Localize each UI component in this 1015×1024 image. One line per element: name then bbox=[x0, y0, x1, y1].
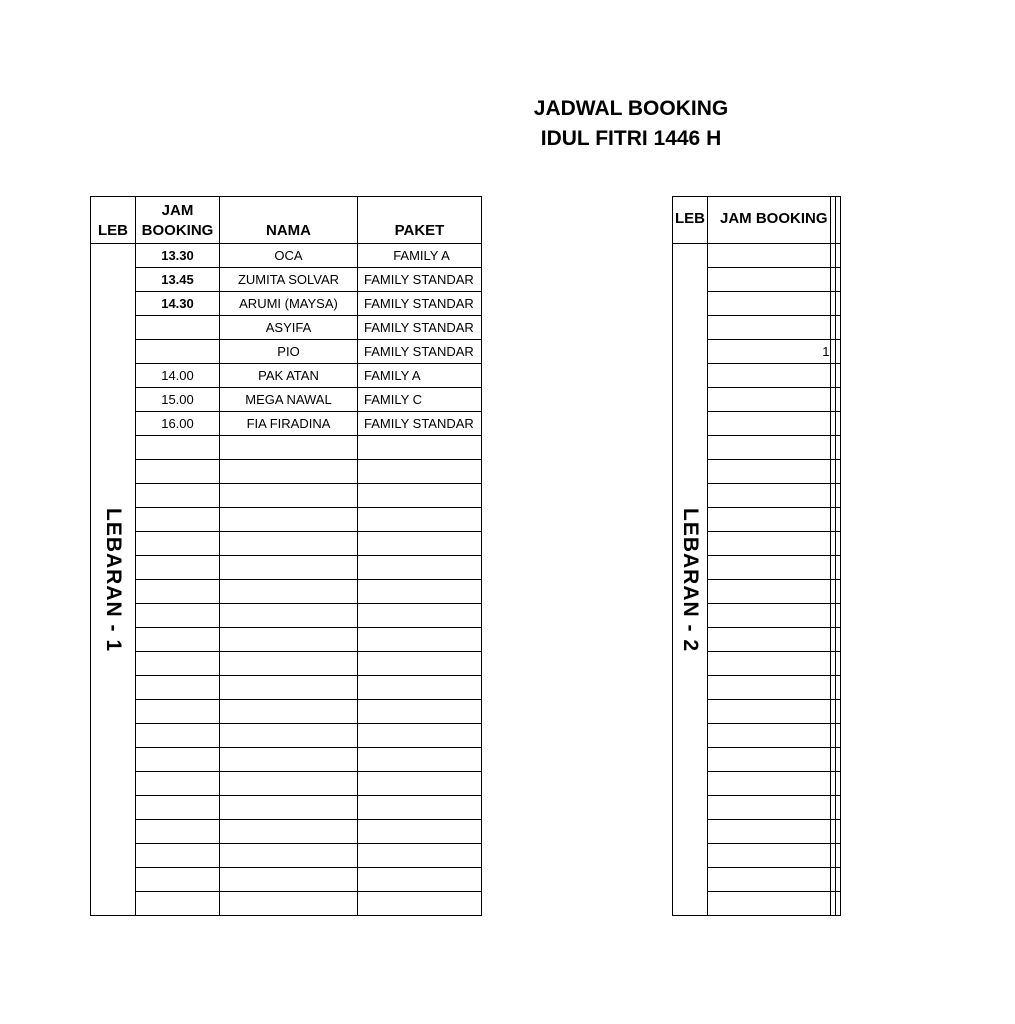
title-line-2: IDUL FITRI 1446 H bbox=[540, 127, 722, 150]
paket-cell bbox=[835, 820, 840, 844]
paket-cell bbox=[835, 556, 840, 580]
nama-cell bbox=[220, 868, 358, 892]
paket-cell bbox=[835, 316, 840, 340]
paket-cell bbox=[358, 484, 482, 508]
table-row bbox=[91, 268, 482, 292]
jam-cell bbox=[708, 820, 831, 844]
jam-cell bbox=[708, 244, 831, 268]
jam-cell bbox=[136, 796, 220, 820]
jam-cell bbox=[136, 436, 220, 460]
paket-cell bbox=[835, 772, 840, 796]
jam-cell: 1 bbox=[708, 340, 831, 364]
table-row bbox=[91, 292, 482, 316]
jam-cell bbox=[708, 508, 831, 532]
jam-cell bbox=[708, 460, 831, 484]
jam-cell bbox=[708, 748, 831, 772]
jam-cell bbox=[136, 340, 220, 364]
header-row bbox=[91, 197, 482, 244]
nama-cell bbox=[220, 436, 358, 460]
paket-cell bbox=[835, 796, 840, 820]
jam-cell bbox=[136, 748, 220, 772]
jam-cell bbox=[136, 892, 220, 916]
table-row bbox=[91, 340, 482, 364]
jam-cell: 16.00 bbox=[136, 412, 220, 436]
table-row bbox=[91, 508, 482, 532]
jam-cell bbox=[708, 436, 831, 460]
paket-cell bbox=[358, 868, 482, 892]
jam-cell bbox=[708, 316, 831, 340]
paket-cell: FAMILY A bbox=[358, 244, 482, 268]
paket-cell bbox=[358, 460, 482, 484]
jam-cell bbox=[136, 316, 220, 340]
jam-cell: 14.30 bbox=[136, 292, 220, 316]
paket-cell bbox=[835, 580, 840, 604]
paket-cell bbox=[358, 892, 482, 916]
nama-cell: ZUMITA SOLVAR bbox=[220, 268, 358, 292]
jam-cell bbox=[136, 580, 220, 604]
nama-cell: PAK ATAN bbox=[220, 364, 358, 388]
paket-cell bbox=[358, 676, 482, 700]
paket-cell bbox=[835, 604, 840, 628]
paket-cell bbox=[358, 772, 482, 796]
table-row bbox=[91, 556, 482, 580]
table-row bbox=[91, 748, 482, 772]
jam-cell bbox=[708, 388, 831, 412]
nama-cell bbox=[220, 724, 358, 748]
header-jam-booking bbox=[136, 197, 220, 244]
table-row bbox=[91, 652, 482, 676]
jam-cell bbox=[136, 628, 220, 652]
group-cell bbox=[673, 244, 708, 916]
paket-cell bbox=[835, 412, 840, 436]
paket-cell bbox=[835, 436, 840, 460]
jam-cell bbox=[708, 364, 831, 388]
paket-cell bbox=[835, 292, 840, 316]
table-row bbox=[91, 460, 482, 484]
nama-cell bbox=[220, 604, 358, 628]
nama-cell: PIO bbox=[220, 340, 358, 364]
jam-cell bbox=[136, 868, 220, 892]
booking-table-lebaran-1 bbox=[90, 196, 482, 916]
paket-cell bbox=[835, 892, 840, 916]
paket-cell bbox=[358, 532, 482, 556]
jam-cell bbox=[136, 508, 220, 532]
jam-cell bbox=[708, 772, 831, 796]
table-row bbox=[91, 892, 482, 916]
nama-cell bbox=[220, 700, 358, 724]
table-row bbox=[91, 820, 482, 844]
jam-cell: 14.00 bbox=[136, 364, 220, 388]
nama-cell: OCA bbox=[220, 244, 358, 268]
paket-cell bbox=[835, 628, 840, 652]
table-row bbox=[91, 412, 482, 436]
table-row bbox=[91, 436, 482, 460]
paket-cell bbox=[835, 868, 840, 892]
group-cell bbox=[91, 244, 136, 916]
header-leb: LEB bbox=[673, 197, 708, 244]
jam-cell bbox=[708, 412, 831, 436]
nama-cell bbox=[220, 580, 358, 604]
jam-cell bbox=[136, 724, 220, 748]
paket-cell bbox=[835, 676, 840, 700]
jam-cell bbox=[708, 484, 831, 508]
paket-cell bbox=[358, 580, 482, 604]
jam-cell bbox=[136, 820, 220, 844]
header-paket bbox=[835, 197, 840, 244]
paket-cell bbox=[835, 508, 840, 532]
jam-cell bbox=[708, 268, 831, 292]
jam-cell bbox=[708, 796, 831, 820]
table-row bbox=[91, 388, 482, 412]
jam-cell bbox=[708, 700, 831, 724]
jam-cell bbox=[136, 676, 220, 700]
jam-cell: 13.45 bbox=[136, 268, 220, 292]
paket-cell bbox=[835, 268, 840, 292]
table-row bbox=[91, 700, 482, 724]
jam-cell bbox=[136, 652, 220, 676]
nama-cell: ASYIFA bbox=[220, 316, 358, 340]
jam-cell bbox=[708, 292, 831, 316]
table-row bbox=[91, 772, 482, 796]
jam-cell bbox=[708, 604, 831, 628]
jam-cell bbox=[708, 556, 831, 580]
header-row bbox=[673, 197, 841, 244]
paket-cell bbox=[358, 436, 482, 460]
nama-cell bbox=[220, 556, 358, 580]
table-row bbox=[91, 868, 482, 892]
paket-cell bbox=[358, 844, 482, 868]
nama-cell bbox=[220, 460, 358, 484]
nama-cell bbox=[220, 844, 358, 868]
jam-cell bbox=[708, 892, 831, 916]
jam-cell bbox=[708, 676, 831, 700]
title-line-1: JADWAL BOOKING bbox=[533, 97, 729, 120]
jam-cell bbox=[708, 580, 831, 604]
paket-cell: FAMILY STANDAR bbox=[358, 340, 482, 364]
nama-cell: ARUMI (MAYSA) bbox=[220, 292, 358, 316]
header-paket: PAKET bbox=[358, 197, 482, 244]
nama-cell bbox=[220, 652, 358, 676]
nama-cell bbox=[220, 628, 358, 652]
nama-cell bbox=[220, 484, 358, 508]
nama-cell bbox=[220, 748, 358, 772]
group-label: LEBARAN - 1 bbox=[102, 507, 125, 652]
table-row bbox=[91, 484, 482, 508]
paket-cell bbox=[835, 244, 840, 268]
nama-cell bbox=[220, 676, 358, 700]
paket-cell bbox=[835, 364, 840, 388]
jam-cell bbox=[708, 652, 831, 676]
table-row bbox=[91, 796, 482, 820]
jam-cell bbox=[708, 724, 831, 748]
jam-cell: 13.30 bbox=[136, 244, 220, 268]
paket-cell: FAMILY STANDAR bbox=[358, 292, 482, 316]
nama-cell bbox=[220, 820, 358, 844]
jam-cell bbox=[708, 868, 831, 892]
paket-cell: FAMILY C bbox=[358, 388, 482, 412]
header-jam-line2: BOOKING bbox=[141, 222, 214, 239]
jam-cell bbox=[708, 532, 831, 556]
table-row bbox=[91, 628, 482, 652]
paket-cell bbox=[358, 820, 482, 844]
nama-cell bbox=[220, 772, 358, 796]
jam-cell bbox=[136, 556, 220, 580]
paket-cell bbox=[358, 652, 482, 676]
nama-cell bbox=[220, 508, 358, 532]
table-row bbox=[91, 316, 482, 340]
table-row bbox=[91, 844, 482, 868]
table-row bbox=[91, 604, 482, 628]
header-jam-line1: JAM bbox=[161, 202, 194, 219]
jam-cell bbox=[136, 844, 220, 868]
paket-cell: FAMILY STANDAR bbox=[358, 268, 482, 292]
group-label: LEBARAN - 2 bbox=[679, 507, 702, 652]
jam-cell bbox=[136, 460, 220, 484]
paket-cell bbox=[835, 484, 840, 508]
jam-cell bbox=[136, 700, 220, 724]
paket-cell bbox=[358, 700, 482, 724]
jam-cell: 15.00 bbox=[136, 388, 220, 412]
jam-cell bbox=[136, 772, 220, 796]
jam-cell bbox=[136, 604, 220, 628]
paket-cell: FAMILY A bbox=[358, 364, 482, 388]
jam-cell bbox=[708, 628, 831, 652]
paket-cell bbox=[835, 724, 840, 748]
nama-cell: FIA FIRADINA bbox=[220, 412, 358, 436]
booking-table-lebaran-2 bbox=[672, 196, 841, 916]
table-row bbox=[91, 724, 482, 748]
jam-cell bbox=[136, 484, 220, 508]
header-nama: NAMA bbox=[220, 197, 358, 244]
paket-cell bbox=[835, 340, 840, 364]
page-title bbox=[247, 94, 1015, 154]
paket-cell bbox=[835, 460, 840, 484]
paket-cell: FAMILY STANDAR bbox=[358, 412, 482, 436]
jam-cell bbox=[708, 844, 831, 868]
nama-cell: MEGA NAWAL bbox=[220, 388, 358, 412]
paket-cell: FAMILY STANDAR bbox=[358, 316, 482, 340]
paket-cell bbox=[358, 748, 482, 772]
paket-cell bbox=[835, 652, 840, 676]
table-row bbox=[91, 532, 482, 556]
paket-cell bbox=[835, 700, 840, 724]
paket-cell bbox=[358, 796, 482, 820]
paket-cell bbox=[358, 628, 482, 652]
header-jam-booking: JAM BOOKING bbox=[708, 197, 831, 244]
header-leb: LEB bbox=[91, 197, 136, 244]
nama-cell bbox=[220, 892, 358, 916]
jam-cell bbox=[136, 532, 220, 556]
paket-cell bbox=[358, 604, 482, 628]
paket-cell bbox=[358, 724, 482, 748]
paket-cell bbox=[835, 532, 840, 556]
paket-cell bbox=[835, 748, 840, 772]
table-row bbox=[673, 244, 841, 268]
paket-cell bbox=[358, 508, 482, 532]
table-row bbox=[91, 580, 482, 604]
nama-cell bbox=[220, 532, 358, 556]
table-row bbox=[91, 244, 482, 268]
table-row bbox=[91, 676, 482, 700]
nama-cell bbox=[220, 796, 358, 820]
table-row bbox=[91, 364, 482, 388]
paket-cell bbox=[835, 844, 840, 868]
paket-cell bbox=[358, 556, 482, 580]
paket-cell bbox=[835, 388, 840, 412]
